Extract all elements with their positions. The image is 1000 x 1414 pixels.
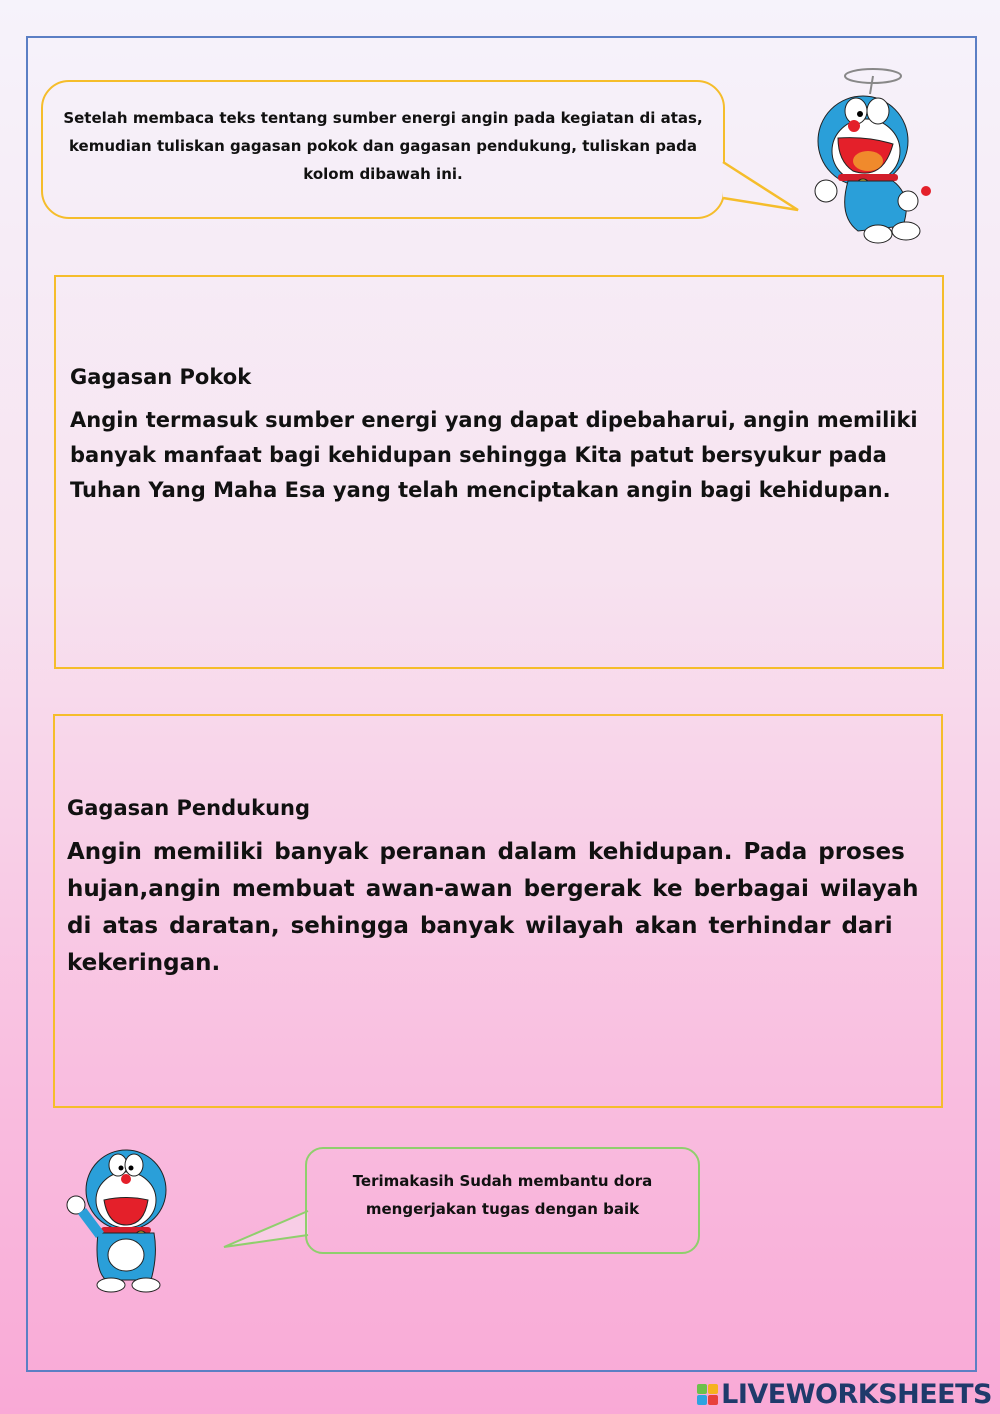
doraemon-flying-icon (808, 66, 933, 246)
instruction-text: Setelah membaca teks tentang sumber energi angin pada kegiatan di atas, kemudian tuliskan gagasan pokok dan gagasan pendukung, tuliskan pada kolom dibawah ini. (63, 109, 703, 183)
gagasan-pokok-answer-field[interactable]: Angin termasuk sumber energi yang dapat dipebaharui, angin memiliki banyak manfaat bagi kehidupan sehingga Kita patut bersyukur pada Tuhan Yang Maha Esa yang telah menciptakan angin bagi kehidupan. (70, 408, 918, 502)
closing-bubble (305, 1147, 700, 1254)
gagasan-pendukung-title: Gagasan Pendukung (67, 796, 311, 820)
gagasan-pokok-box (54, 275, 944, 669)
gagasan-pokok-title: Gagasan Pokok (70, 365, 252, 389)
gagasan-pendukung-answer-field[interactable]: Angin memiliki banyak peranan dalam kehidupan. Pada proses hujan,angin membuat awan-awan bergerak ke berbagai wilayah di atas daratan, sehingga banyak wilayah akan terhindar dari kekeringan. (67, 839, 919, 976)
instruction-bubble (41, 80, 725, 219)
closing-bubble-tail (220, 1205, 310, 1255)
closing-text: Terimakasih Sudah membantu dora mengerjakan tugas dengan baik (352, 1172, 653, 1218)
bubble-tail (720, 160, 805, 215)
doraemon-waving-icon (66, 1145, 176, 1295)
liveworksheets-logo (697, 1379, 992, 1410)
liveworksheets-mark-icon (697, 1384, 718, 1405)
brand-name: LIVEWORKSHEETS (721, 1379, 992, 1410)
gagasan-pendukung-box (53, 714, 943, 1108)
